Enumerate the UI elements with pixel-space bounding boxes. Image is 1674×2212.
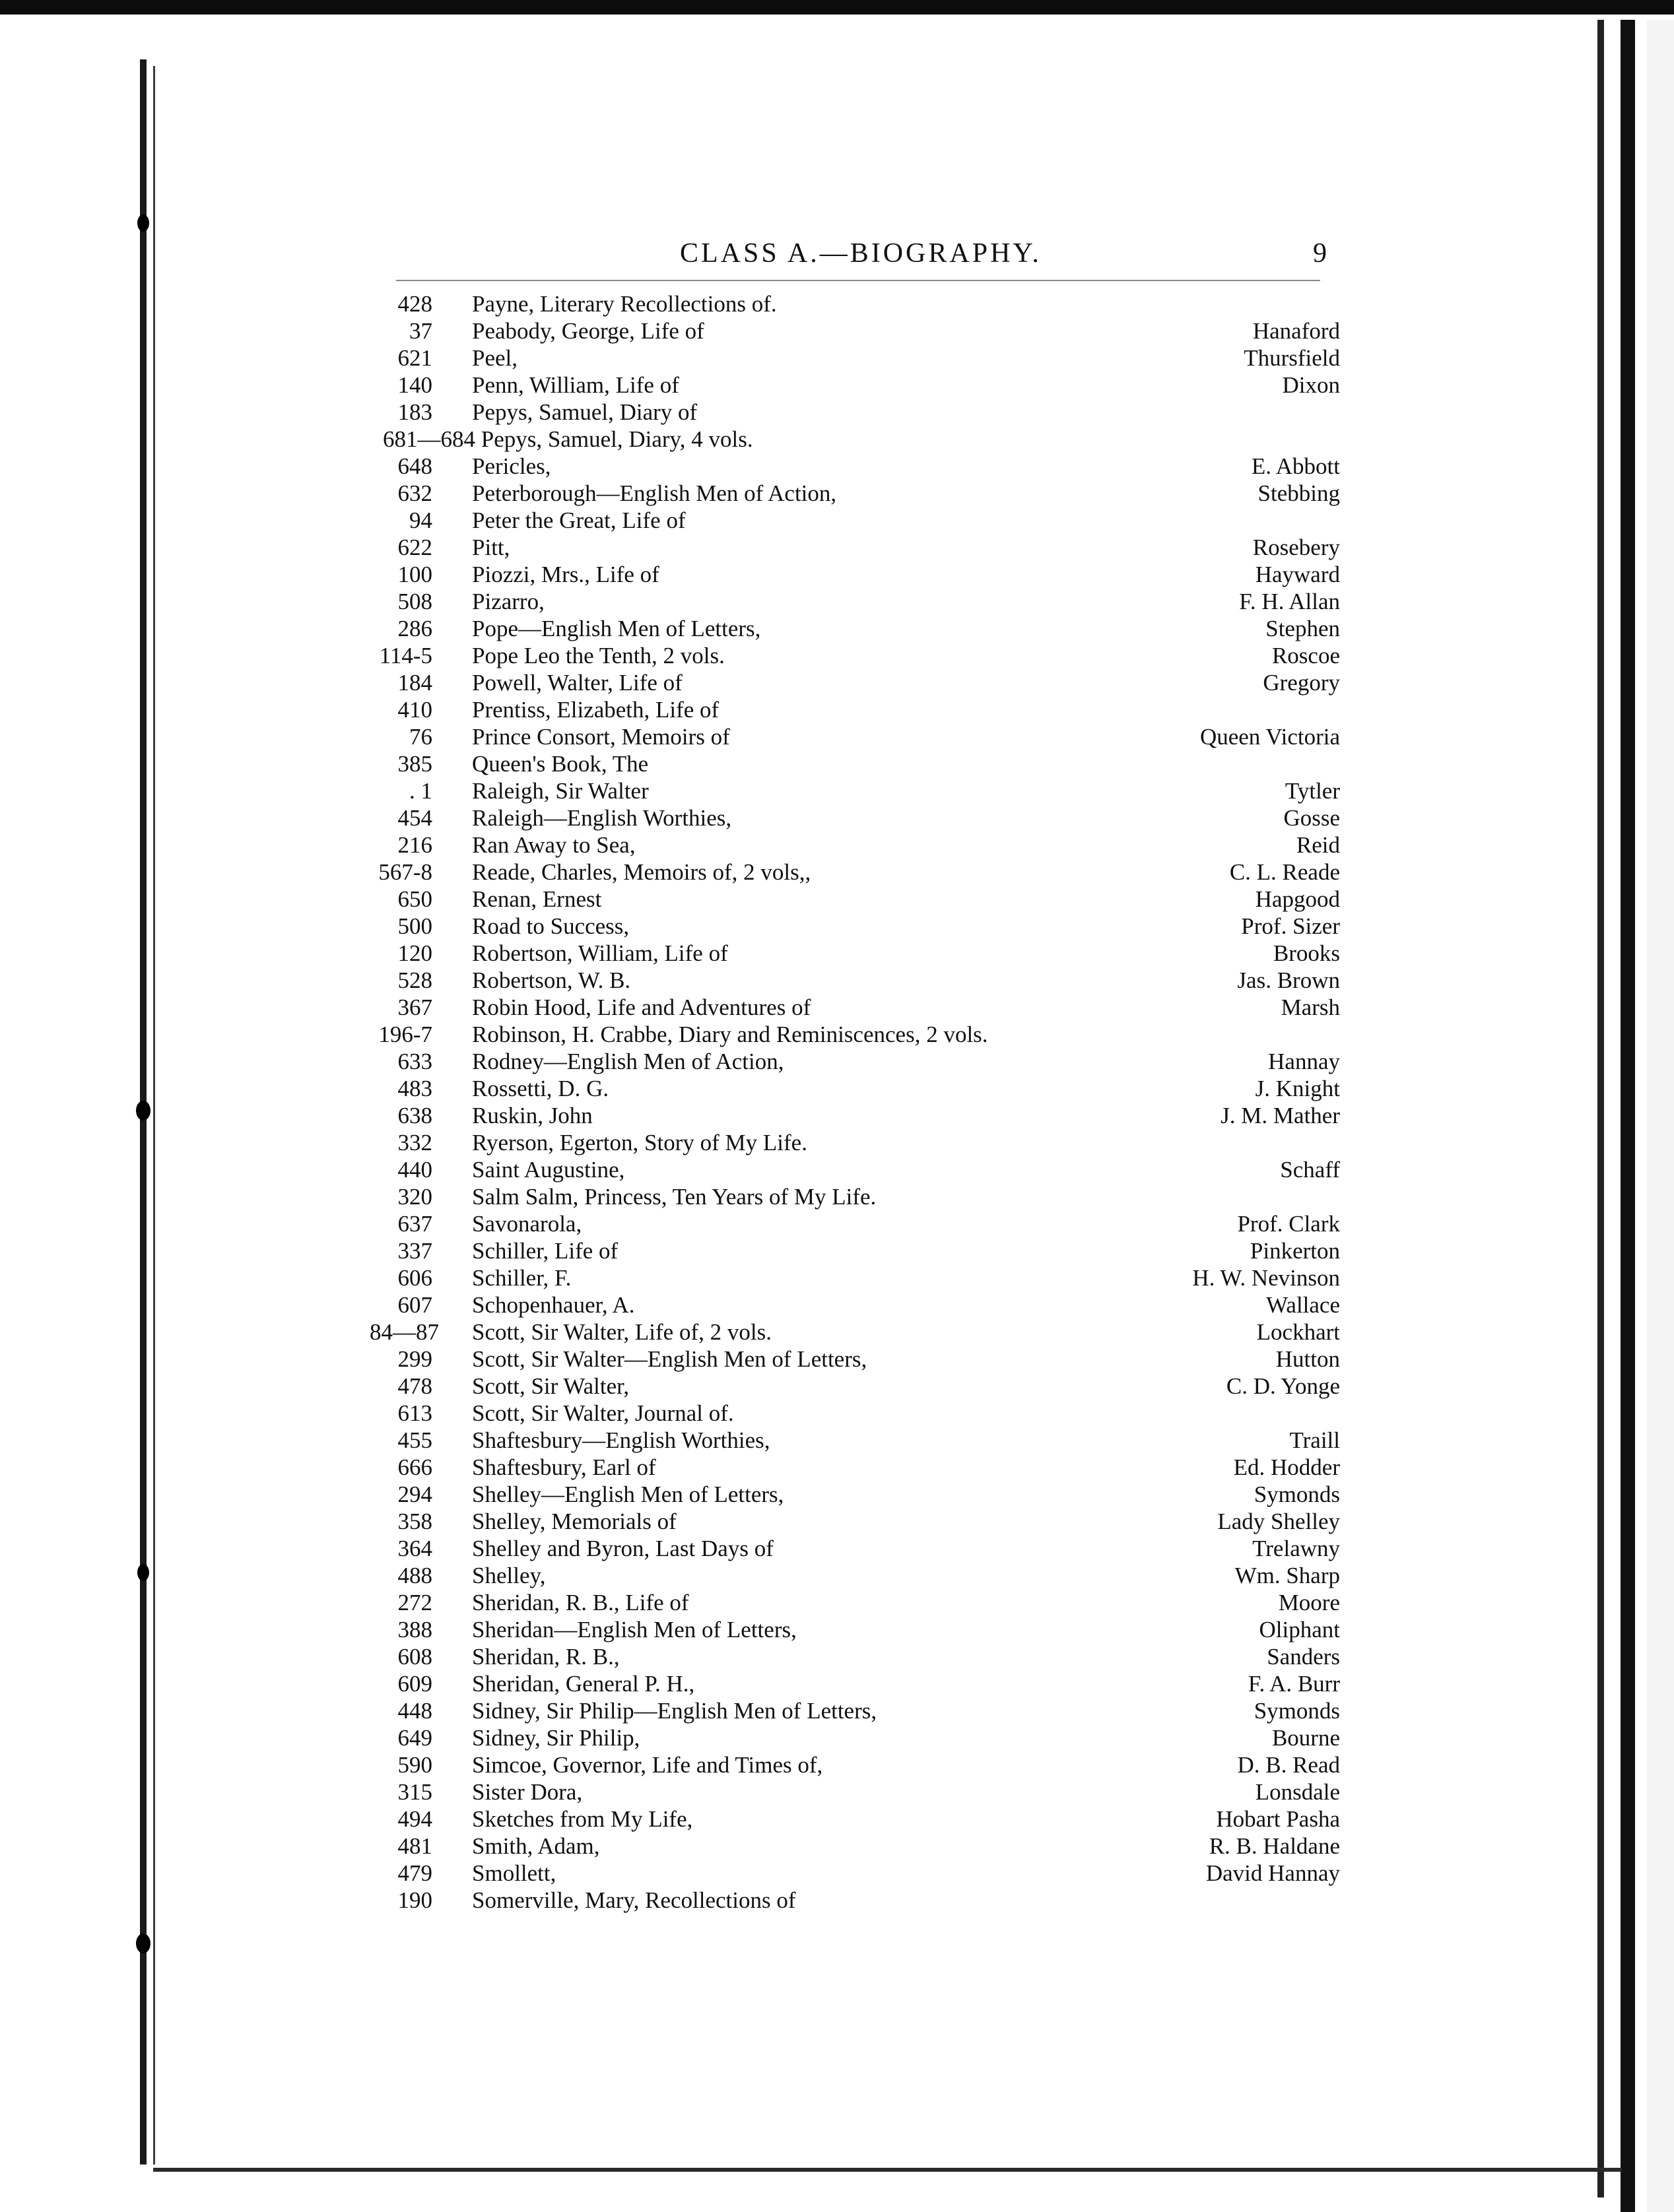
- scan-right-edge: [1621, 20, 1635, 2212]
- entry-number: 638: [397, 1103, 432, 1128]
- catalogue-entry: [370, 669, 1340, 696]
- entry-author: F. H. Allan: [1239, 589, 1340, 614]
- page-header: [396, 238, 1327, 277]
- entry-author: Symonds: [1254, 1698, 1340, 1724]
- entry-number: 448: [397, 1698, 432, 1724]
- entry-number: 299: [397, 1346, 432, 1372]
- entry-number: 37: [409, 318, 432, 344]
- entry-author: Rosebery: [1252, 535, 1340, 560]
- entry-title: Raleigh—English Worthies,: [472, 805, 732, 831]
- entry-title: Sidney, Sir Philip,: [472, 1725, 640, 1751]
- entry-number: 272: [397, 1590, 432, 1615]
- catalogue-entry: [370, 1264, 1340, 1291]
- entry-number: 488: [397, 1563, 432, 1588]
- entry-title: Simcoe, Governor, Life and Times of,: [472, 1752, 823, 1778]
- entry-number: 567-8: [378, 859, 432, 885]
- entry-title: Sheridan, General P. H.,: [472, 1671, 695, 1697]
- entry-title: Pope—English Men of Letters,: [472, 616, 761, 641]
- catalogue-entry: [370, 1535, 1340, 1562]
- entry-title: Penn, William, Life of: [472, 372, 679, 398]
- catalogue-entry: [370, 1346, 1340, 1373]
- catalogue-entry: [370, 913, 1340, 940]
- page-number: 9: [1313, 238, 1327, 269]
- entry-author: Wm. Sharp: [1234, 1563, 1340, 1588]
- catalogue-entry: [370, 1508, 1340, 1535]
- catalogue-entry: [370, 1129, 1340, 1156]
- entry-title: Schiller, Life of: [472, 1238, 619, 1264]
- entry-number: 681—684: [383, 426, 475, 452]
- catalogue-entry: [370, 1860, 1340, 1887]
- entry-title: Robertson, William, Life of: [472, 940, 728, 966]
- entry-title: Shelley—English Men of Letters,: [472, 1481, 784, 1507]
- binding-stitch-mark: [137, 1564, 149, 1581]
- entry-number: 385: [397, 751, 432, 777]
- entry-author: E. Abbott: [1251, 453, 1340, 479]
- catalogue-entry: [370, 1697, 1340, 1724]
- catalogue-entry: [370, 1643, 1340, 1670]
- catalogue-entry: [370, 750, 1340, 777]
- entry-title: Shelley,: [472, 1563, 546, 1588]
- catalogue-entry: [370, 1751, 1340, 1778]
- catalogue-entry: [370, 696, 1340, 723]
- catalogue-entry: [370, 1210, 1340, 1237]
- entry-author: Hobart Pasha: [1216, 1806, 1340, 1832]
- entry-author: Tytler: [1285, 778, 1340, 804]
- catalogue-entry: [370, 1805, 1340, 1833]
- entry-author: Roscoe: [1271, 643, 1340, 668]
- catalogue-entry: [370, 1616, 1340, 1643]
- entry-number: 637: [397, 1211, 432, 1237]
- catalogue-entry: [370, 1373, 1340, 1400]
- entry-author: J. Knight: [1255, 1076, 1340, 1101]
- catalogue-entry: [370, 777, 1340, 804]
- entry-title: Rossetti, D. G.: [472, 1076, 609, 1101]
- entry-number: 367: [397, 994, 432, 1020]
- catalogue-entry: [370, 1670, 1340, 1697]
- entry-title: Scott, Sir Walter, Journal of.: [472, 1400, 734, 1426]
- entry-number: 483: [397, 1076, 432, 1101]
- entry-title: Rodney—English Men of Action,: [472, 1049, 784, 1074]
- catalogue-entry: [370, 317, 1340, 344]
- catalogue-entry: [370, 723, 1340, 750]
- entry-number: 454: [397, 805, 432, 831]
- entry-author: J. M. Mather: [1221, 1103, 1340, 1128]
- entry-title: Sidney, Sir Philip—English Men of Letters,: [472, 1698, 877, 1724]
- entry-number: 607: [397, 1292, 432, 1318]
- catalogue-entry: [370, 561, 1340, 588]
- section-title: CLASS A.—BIOGRAPHY.: [680, 238, 1042, 269]
- entry-number: 76: [409, 724, 432, 750]
- catalogue-entry-list: [370, 290, 1340, 1914]
- catalogue-entry: [370, 426, 1340, 453]
- entry-title: Prince Consort, Memoirs of: [472, 724, 730, 750]
- entry-title: Powell, Walter, Life of: [472, 670, 683, 696]
- entry-title: Sketches from My Life,: [472, 1806, 693, 1832]
- entry-author: Lady Shelley: [1217, 1509, 1340, 1534]
- entry-author: Queen Victoria: [1199, 724, 1340, 750]
- catalogue-entry: [370, 507, 1340, 534]
- entry-number: 633: [397, 1049, 432, 1074]
- catalogue-entry: [370, 1102, 1340, 1129]
- entry-title: Raleigh, Sir Walter: [472, 778, 649, 804]
- entry-number: 140: [397, 372, 432, 398]
- catalogue-entry: [370, 1183, 1340, 1210]
- entry-title: Prentiss, Elizabeth, Life of: [472, 697, 720, 723]
- catalogue-entry: [370, 1833, 1340, 1860]
- entry-number: 286: [397, 616, 432, 641]
- catalogue-entry: [370, 588, 1340, 615]
- entry-title: Smollett,: [472, 1860, 556, 1886]
- entry-number: 478: [397, 1373, 432, 1399]
- entry-number: 315: [397, 1779, 432, 1805]
- catalogue-entry: [370, 886, 1340, 913]
- entry-author: Hanaford: [1252, 318, 1340, 344]
- entry-title: Somerville, Mary, Recollections of: [472, 1887, 796, 1913]
- entry-title: Sheridan, R. B., Life of: [472, 1590, 689, 1615]
- entry-author: F. A. Burr: [1248, 1671, 1340, 1697]
- entry-title: Schiller, F.: [472, 1265, 572, 1291]
- catalogue-entry: [370, 940, 1340, 967]
- entry-number: 410: [397, 697, 432, 723]
- catalogue-entry: [370, 1481, 1340, 1508]
- catalogue-entry: [370, 480, 1340, 507]
- entry-title: Scott, Sir Walter—English Men of Letters,: [472, 1346, 867, 1372]
- entry-number: 479: [397, 1860, 432, 1886]
- catalogue-entry: [370, 344, 1340, 372]
- catalogue-entry: [370, 1427, 1340, 1454]
- catalogue-entry: [370, 399, 1340, 426]
- entry-title: Sheridan—English Men of Letters,: [472, 1617, 797, 1643]
- entry-number: 364: [397, 1536, 432, 1561]
- catalogue-entry: [370, 1291, 1340, 1318]
- entry-author: R. B. Haldane: [1209, 1833, 1340, 1859]
- entry-title: Ryerson, Egerton, Story of My Life.: [472, 1130, 807, 1155]
- entry-author: Prof. Clark: [1237, 1211, 1340, 1237]
- scan-top-edge: [0, 0, 1674, 15]
- catalogue-entry: [370, 831, 1340, 859]
- catalogue-entry: [370, 1318, 1340, 1346]
- entry-number: 440: [397, 1157, 432, 1183]
- entry-author: Hutton: [1275, 1346, 1340, 1372]
- entry-author: Moore: [1278, 1590, 1340, 1615]
- entry-number: 621: [397, 345, 432, 371]
- entry-author: Ed. Hodder: [1233, 1454, 1340, 1480]
- entry-title: Renan, Ernest: [472, 886, 602, 912]
- entry-title: Shaftesbury—English Worthies,: [472, 1427, 770, 1453]
- entry-author: David Hannay: [1205, 1860, 1340, 1886]
- entry-number: 455: [397, 1427, 432, 1453]
- entry-author: Wallace: [1266, 1292, 1340, 1318]
- entry-title: Pizarro,: [472, 589, 545, 614]
- binding-stitch-mark: [136, 1101, 151, 1121]
- catalogue-entry: [370, 1237, 1340, 1264]
- entry-wide-line: [383, 426, 753, 453]
- entry-number: 294: [397, 1481, 432, 1507]
- entry-number: 184: [397, 670, 432, 696]
- entry-title: Road to Success,: [472, 913, 630, 939]
- catalogue-entry: [370, 1454, 1340, 1481]
- entry-author: Reid: [1296, 832, 1340, 858]
- catalogue-entry: [370, 804, 1340, 831]
- entry-number: 606: [397, 1265, 432, 1291]
- entry-title: Piozzi, Mrs., Life of: [472, 562, 659, 587]
- entry-title: Robin Hood, Life and Adventures of: [472, 994, 811, 1020]
- entry-title: Ruskin, John: [472, 1103, 593, 1128]
- entry-number: 590: [397, 1752, 432, 1778]
- entry-title: Scott, Sir Walter,: [472, 1373, 630, 1399]
- entry-number: 528: [397, 967, 432, 993]
- entry-author: Hayward: [1255, 562, 1340, 587]
- entry-number: 428: [397, 291, 432, 317]
- page-bottom-edge: [153, 2168, 1622, 2172]
- catalogue-entry: [370, 534, 1340, 561]
- entry-author: Stephen: [1265, 616, 1340, 641]
- entry-author: Hannay: [1268, 1049, 1340, 1074]
- scan-right-margin: [1647, 20, 1674, 2212]
- entry-number: 500: [397, 913, 432, 939]
- entry-title: Queen's Book, The: [472, 751, 649, 777]
- catalogue-entry: [370, 453, 1340, 480]
- entry-author: Bourne: [1271, 1725, 1340, 1751]
- entry-number: 120: [397, 940, 432, 966]
- entry-author: Thursfield: [1244, 345, 1340, 371]
- entry-number: 337: [397, 1238, 432, 1264]
- entry-author: C. D. Yonge: [1226, 1373, 1340, 1399]
- catalogue-entry: [370, 1562, 1340, 1589]
- entry-author: Symonds: [1254, 1481, 1340, 1507]
- entry-title: Peterborough—English Men of Action,: [472, 480, 837, 506]
- entry-number: . 1: [409, 778, 432, 804]
- entry-title: Sheridan, R. B.,: [472, 1644, 620, 1670]
- catalogue-entry: [370, 1048, 1340, 1075]
- entry-number: 183: [397, 399, 432, 425]
- entry-number: 114-5: [379, 643, 432, 668]
- catalogue-entry: [370, 1589, 1340, 1616]
- entry-number: 508: [397, 589, 432, 614]
- header-rule: [396, 280, 1320, 281]
- catalogue-entry: [370, 615, 1340, 642]
- entry-title: Pepys, Samuel, Diary, 4 vols.: [481, 426, 753, 452]
- entry-title: Savonarola,: [472, 1211, 582, 1237]
- binding-stitch-mark: [137, 214, 149, 232]
- entry-title: Ran Away to Sea,: [472, 832, 636, 858]
- entry-author: Prof. Sizer: [1241, 913, 1340, 939]
- entry-number: 100: [397, 562, 432, 587]
- entry-title: Pepys, Samuel, Diary of: [472, 399, 698, 425]
- entry-number: 358: [397, 1509, 432, 1534]
- entry-title: Robinson, H. Crabbe, Diary and Reminiscences, 2 vols.: [472, 1022, 988, 1047]
- entry-author: Schaff: [1280, 1157, 1340, 1183]
- entry-author: Dixon: [1282, 372, 1340, 398]
- catalogue-entry: [370, 1778, 1340, 1805]
- entry-author: Traill: [1289, 1427, 1340, 1453]
- entry-author: Gregory: [1263, 670, 1340, 696]
- entry-number: 84—87: [370, 1319, 439, 1345]
- entry-title: Shelley, Memorials of: [472, 1509, 677, 1534]
- entry-number: 94: [409, 507, 432, 533]
- catalogue-entry: [370, 859, 1340, 886]
- entry-author: Pinkerton: [1250, 1238, 1340, 1264]
- catalogue-entry: [370, 1156, 1340, 1183]
- catalogue-entry: [370, 1075, 1340, 1102]
- catalogue-entry: [370, 1400, 1340, 1427]
- entry-title: Shelley and Byron, Last Days of: [472, 1536, 774, 1561]
- entry-number: 481: [397, 1833, 432, 1859]
- entry-number: 666: [397, 1454, 432, 1480]
- entry-author: Jas. Brown: [1237, 967, 1340, 993]
- entry-title: Peter the Great, Life of: [472, 507, 686, 533]
- entry-number: 190: [397, 1887, 432, 1913]
- entry-number: 648: [397, 453, 432, 479]
- entry-title: Sister Dora,: [472, 1779, 583, 1805]
- entry-number: 650: [397, 886, 432, 912]
- entry-title: Smith, Adam,: [472, 1833, 600, 1859]
- entry-number: 613: [397, 1400, 432, 1426]
- entry-author: Lonsdale: [1255, 1779, 1340, 1805]
- entry-title: Peabody, George, Life of: [472, 318, 704, 344]
- entry-title: Reade, Charles, Memoirs of, 2 vols,,: [472, 859, 811, 885]
- entry-author: Lockhart: [1256, 1319, 1340, 1345]
- entry-number: 494: [397, 1806, 432, 1832]
- entry-number: 649: [397, 1725, 432, 1751]
- entry-title: Payne, Literary Recollections of.: [472, 291, 777, 317]
- entry-author: H. W. Nevinson: [1192, 1265, 1340, 1291]
- entry-title: Pericles,: [472, 453, 551, 479]
- entry-author: Hapgood: [1255, 886, 1340, 912]
- entry-number: 196-7: [378, 1022, 432, 1047]
- binding-gutter-line: [153, 66, 155, 2164]
- entry-author: Stebbing: [1257, 480, 1340, 506]
- entry-number: 332: [397, 1130, 432, 1155]
- entry-author: Trelawny: [1252, 1536, 1340, 1561]
- entry-number: 320: [397, 1184, 432, 1210]
- entry-title: Scott, Sir Walter, Life of, 2 vols.: [472, 1319, 772, 1345]
- catalogue-entry: [370, 290, 1340, 317]
- entry-author: Oliphant: [1259, 1617, 1340, 1643]
- entry-title: Robertson, W. B.: [472, 967, 631, 993]
- entry-author: Brooks: [1273, 940, 1340, 966]
- entry-title: Shaftesbury, Earl of: [472, 1454, 656, 1480]
- catalogue-entry: [370, 967, 1340, 994]
- entry-author: Marsh: [1281, 994, 1340, 1020]
- entry-title: Peel,: [472, 345, 518, 371]
- binding-stitch-mark: [136, 1934, 151, 1953]
- catalogue-entry: [370, 994, 1340, 1021]
- entry-title: Saint Augustine,: [472, 1157, 625, 1183]
- entry-title: Pope Leo the Tenth, 2 vols.: [472, 643, 725, 668]
- entry-number: 388: [397, 1617, 432, 1643]
- entry-title: Pitt,: [472, 535, 510, 560]
- catalogue-entry: [370, 1021, 1340, 1048]
- catalogue-entry: [370, 642, 1340, 669]
- entry-title: Salm Salm, Princess, Ten Years of My Life.: [472, 1184, 877, 1210]
- page-right-edge: [1597, 20, 1604, 2197]
- entry-author: D. B. Read: [1237, 1752, 1340, 1778]
- entry-title: Schopenhauer, A.: [472, 1292, 635, 1318]
- catalogue-entry: [370, 1887, 1340, 1914]
- entry-author: C. L. Reade: [1229, 859, 1340, 885]
- entry-number: 622: [397, 535, 432, 560]
- entry-author: Gosse: [1283, 805, 1340, 831]
- catalogue-entry: [370, 372, 1340, 399]
- entry-author: Sanders: [1267, 1644, 1340, 1670]
- catalogue-entry: [370, 1724, 1340, 1751]
- entry-number: 609: [397, 1671, 432, 1697]
- entry-number: 216: [397, 832, 432, 858]
- entry-number: 632: [397, 480, 432, 506]
- entry-number: 608: [397, 1644, 432, 1670]
